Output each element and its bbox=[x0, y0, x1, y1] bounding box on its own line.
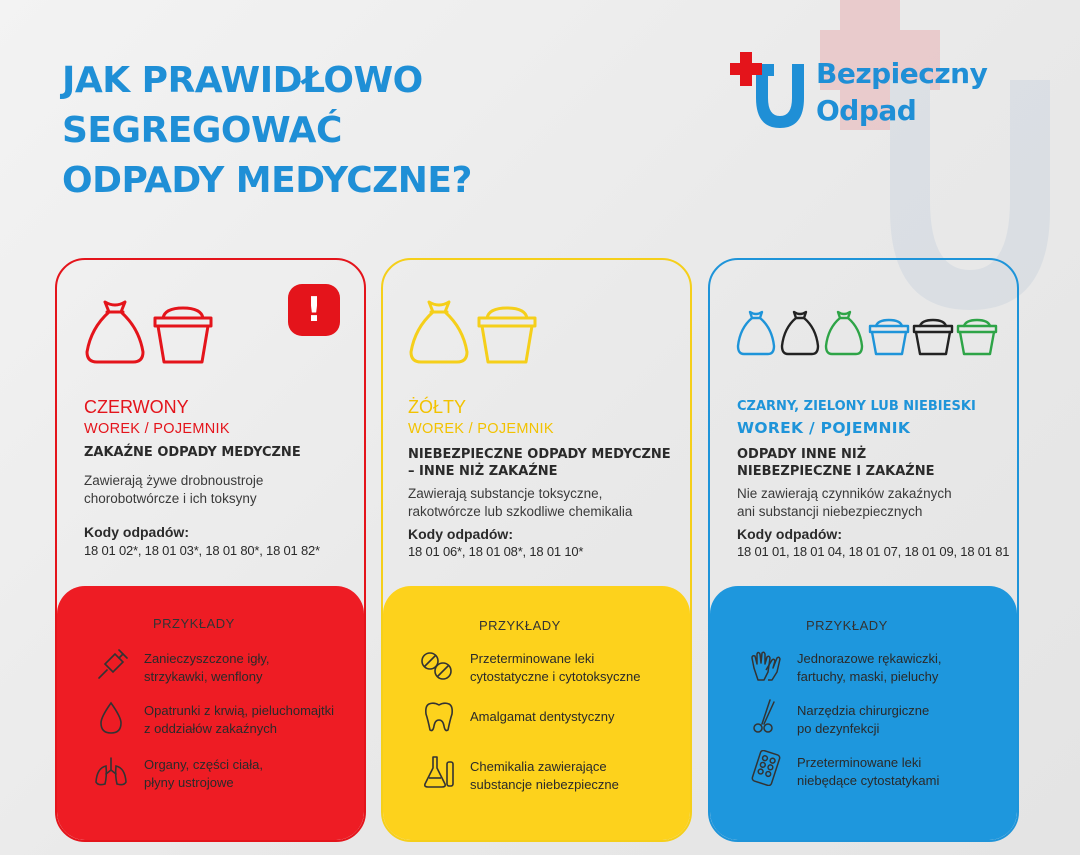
waste-codes: 18 01 06*, 18 01 08*, 18 01 10* bbox=[408, 544, 584, 559]
pills-icon bbox=[419, 648, 455, 684]
blue-waste-card bbox=[708, 258, 1019, 842]
description-line-2: rakotwórcze lub szkodliwe chemikalia bbox=[408, 504, 633, 519]
description-line-1: Zawierają substancje toksyczne, bbox=[408, 486, 603, 501]
example-text-line-2: płyny ustrojowe bbox=[144, 775, 234, 790]
description-line-2: chorobotwórcze i ich toksyny bbox=[84, 491, 257, 506]
example-text-line-2: niebędące cytostatykami bbox=[797, 773, 940, 788]
examples-heading: PRZYKŁADY bbox=[806, 618, 888, 633]
examples-panel bbox=[383, 586, 690, 840]
example-text-line-1: Chemikalia zawierające bbox=[470, 759, 607, 774]
tooth-icon bbox=[421, 698, 457, 734]
codes-label: Kody odpadów: bbox=[737, 526, 842, 542]
syringe-icon bbox=[93, 648, 129, 684]
blood-drop-icon bbox=[93, 700, 129, 736]
description-line-1: Zawierają żywe drobnoustroje bbox=[84, 473, 264, 488]
color-name: CZERWONY bbox=[84, 397, 189, 417]
yellow-waste-card bbox=[381, 258, 692, 842]
waste-category: ZAKAŹNE ODPADY MEDYCZNE bbox=[84, 445, 301, 460]
page-title-line-1: JAK PRAWIDŁOWO bbox=[62, 60, 423, 101]
example-text-line-2: fartuchy, maski, pieluchy bbox=[797, 669, 939, 684]
logo-text-line-2: Odpad bbox=[816, 94, 917, 127]
example-text-line-2: z oddziałów zakaźnych bbox=[144, 721, 277, 736]
examples-heading: PRZYKŁADY bbox=[479, 618, 561, 633]
page-title-line-3: ODPADY MEDYCZNE? bbox=[62, 160, 472, 201]
waste-codes: 18 01 01, 18 01 04, 18 01 07, 18 01 09, 18 01 81 bbox=[737, 544, 1010, 559]
container-type: WOREK / POJEMNIK bbox=[408, 421, 554, 437]
page-title-line-2: SEGREGOWAĆ bbox=[62, 110, 342, 151]
codes-label: Kody odpadów: bbox=[408, 526, 513, 542]
yellow-bag-bin-icon bbox=[409, 294, 539, 366]
example-text-line-1: Opatrunki z krwią, pieluchomajtki bbox=[144, 703, 335, 718]
blister-pack-icon bbox=[748, 750, 784, 786]
container-type: WOREK / POJEMNIK bbox=[84, 421, 230, 437]
examples-heading: PRZYKŁADY bbox=[153, 616, 235, 631]
scissors-icon bbox=[748, 698, 784, 734]
red-waste-card bbox=[55, 258, 366, 842]
waste-category-line-2: NIEBEZPIECZNE I ZAKAŹNE bbox=[737, 464, 935, 479]
color-name: ŻÓŁTY bbox=[408, 397, 467, 417]
mixed-bags-bins-icon bbox=[736, 306, 1006, 356]
example-text-line-1: Organy, części ciała, bbox=[144, 757, 263, 772]
example-text-line-1: Zanieczyszczone igły, bbox=[144, 651, 270, 666]
color-name: CZARNY, ZIELONY LUB NIEBIESKI bbox=[737, 399, 976, 414]
example-text-line-1: Narzędzia chirurgiczne bbox=[797, 703, 930, 718]
lungs-icon bbox=[93, 754, 129, 790]
example-text-line-2: strzykawki, wenflony bbox=[144, 669, 263, 684]
example-text-line-2: substancje niebezpieczne bbox=[470, 777, 619, 792]
example-text-line-1: Przeterminowane leki bbox=[797, 755, 922, 770]
example-text-line-1: Jednorazowe rękawiczki, bbox=[797, 651, 942, 666]
waste-codes: 18 01 02*, 18 01 03*, 18 01 80*, 18 01 82* bbox=[84, 543, 320, 558]
example-text-line-2: cytostatyczne i cytotoksyczne bbox=[470, 669, 641, 684]
waste-category-line-2: – INNE NIŻ ZAKAŹNE bbox=[408, 464, 558, 479]
description-line-1: Nie zawierają czynników zakaźnych bbox=[737, 486, 952, 501]
container-type: WOREK / POJEMNIK bbox=[737, 419, 911, 437]
description-line-2: ani substancji niebezpiecznych bbox=[737, 504, 923, 519]
example-text-line-2: po dezynfekcji bbox=[797, 721, 880, 736]
example-text-line-1: Przeterminowane leki bbox=[470, 651, 595, 666]
codes-label: Kody odpadów: bbox=[84, 524, 189, 540]
waste-category-line-1: NIEBEZPIECZNE ODPADY MEDYCZNE bbox=[408, 447, 671, 462]
example-text: Amalgamat dentystyczny bbox=[470, 709, 615, 724]
logo bbox=[730, 52, 1030, 142]
alert-icon: ! bbox=[288, 284, 340, 336]
logo-shield-cross-icon bbox=[730, 52, 810, 134]
red-bag-bin-icon bbox=[85, 294, 215, 366]
examples-panel bbox=[710, 586, 1017, 840]
chemical-flask-icon bbox=[421, 754, 457, 790]
gloves-icon bbox=[748, 648, 784, 684]
examples-panel bbox=[57, 586, 364, 840]
logo-text-line-1: Bezpieczny bbox=[816, 57, 988, 90]
waste-category-line-1: ODPADY INNE NIŻ bbox=[737, 447, 867, 462]
